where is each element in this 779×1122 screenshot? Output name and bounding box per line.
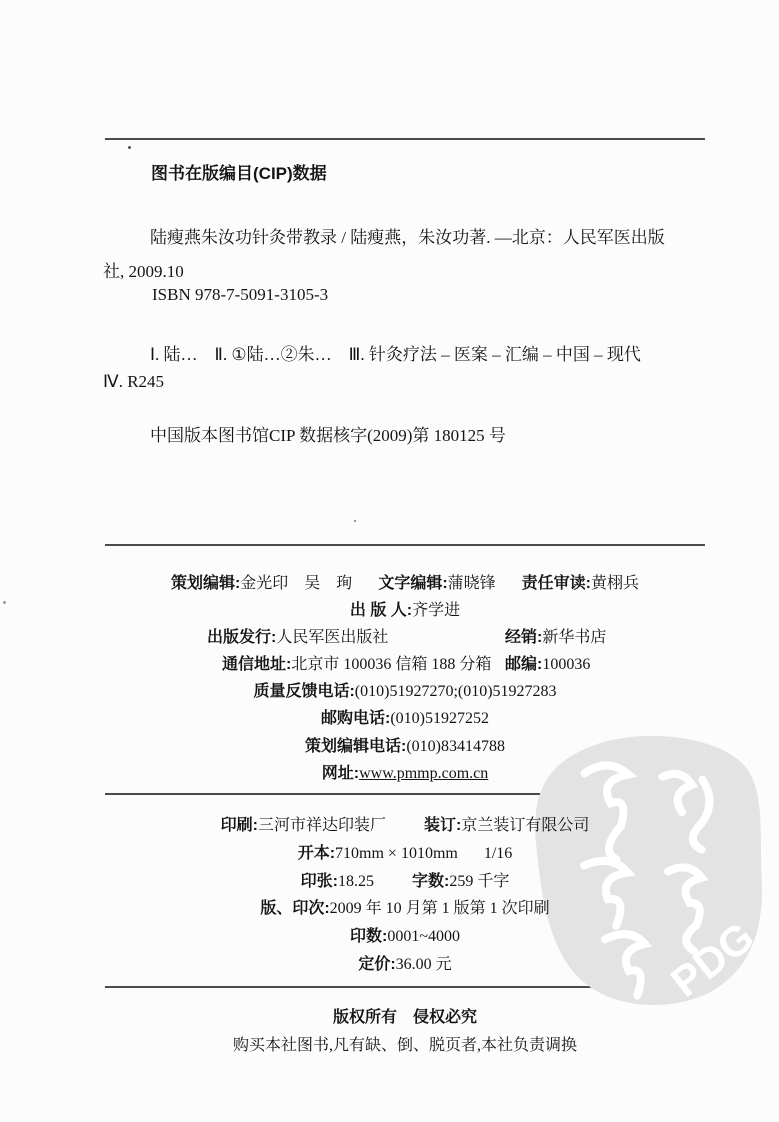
mail-order-phone-row: 邮购电话:(010)51927252 (321, 710, 489, 727)
publishing-row (105, 624, 705, 648)
format-row: 开本:710mm × 1010mm 1/16 (297, 845, 513, 862)
text-editor: 文字编辑:蒲晓锋 (378, 575, 496, 592)
scan-speck (3, 601, 6, 604)
printer: 印刷:三河市祥达印装厂 (220, 817, 386, 834)
cip-record-line: 中国版本图书馆CIP 数据核字(2009)第 180125 号 (150, 426, 506, 445)
price-row: 定价:36.00 元 (358, 956, 452, 973)
print-run-row: 印数:0001~4000 (350, 928, 460, 945)
publishing-house: 出版发行:人民军医出版社 (207, 629, 389, 646)
postcode: 邮编:100036 (505, 656, 591, 673)
format-fraction: 1/16 (483, 845, 513, 862)
publisher-person-row: 出 版 人:齐学进 (349, 602, 461, 619)
watermark-pdg-label: PDG (662, 912, 763, 1006)
planning-editor: 策划编辑:金光印 吴 珣 (170, 575, 353, 592)
copyright-notice: 版权所有 侵权必究 (332, 1009, 477, 1026)
mailing-address: 通信地址:北京市 100036 信箱 188 分箱 (222, 656, 492, 673)
address-row (105, 651, 705, 675)
edition-row: 版、印次:2009 年 10 月第 1 版第 1 次印刷 (260, 900, 550, 917)
top-rule (105, 138, 705, 140)
quality-phone-row: 质量反馈电话:(010)51927270;(010)51927283 (253, 683, 557, 700)
scan-speck (354, 520, 356, 522)
editors-row (105, 570, 705, 594)
classification-line: Ⅳ. R245 (103, 372, 165, 391)
distributor: 经销:新华书店 (505, 629, 607, 646)
reviewer: 责任审读:黄栩兵 (521, 575, 640, 592)
website-link[interactable]: www.pmmp.com.cn (359, 765, 489, 782)
book-title-line: 陆瘦燕朱汝功针灸带教录 / 陆瘦燕，朱汝功著. —北京：人民军医出版 (150, 228, 665, 247)
isbn-line: ISBN 978-7-5091-3105-3 (152, 285, 329, 304)
book-title-line: 社, 2009.10 (103, 262, 184, 281)
exchange-notice: 购买本社图书,凡有缺、倒、脱页者,本社负责调换 (232, 1037, 577, 1054)
cip-heading: 图书在版编目(CIP)数据 (151, 164, 327, 183)
website-row: 网址:www.pmmp.com.cn (321, 765, 489, 782)
binder: 装订:京兰装订有限公司 (424, 817, 590, 834)
planning-phone-row: 策划编辑电话:(010)83414788 (305, 738, 505, 755)
scan-speck (128, 146, 131, 149)
word-count: 字数:259 千字 (411, 873, 510, 890)
print-sheets: 印张:18.25 (300, 873, 374, 890)
sheets-wordcount-row (105, 868, 705, 892)
classification-line: Ⅰ. 陆… Ⅱ. ①陆…②朱… Ⅲ. 针灸疗法 – 医案 – 汇编 – 中国 – 现代 (150, 345, 641, 364)
printer-binding-row (105, 812, 705, 836)
second-rule (105, 544, 705, 546)
